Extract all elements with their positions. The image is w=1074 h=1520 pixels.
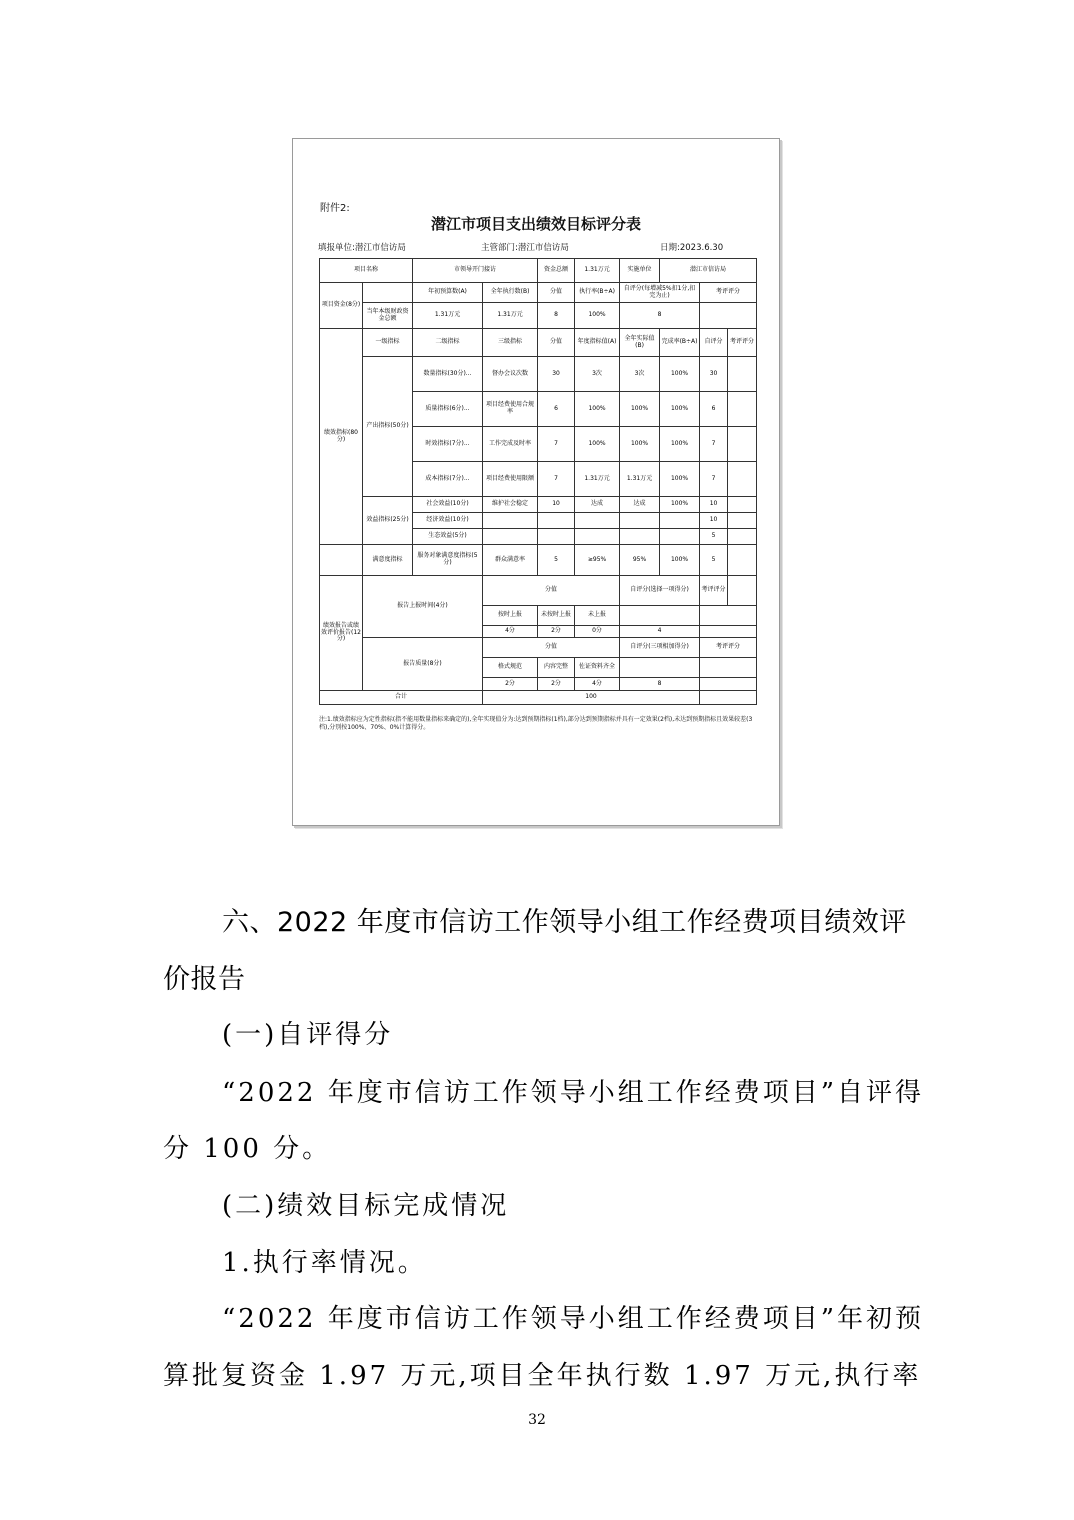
cell-value: 30 — [538, 357, 575, 392]
table-row — [320, 283, 757, 303]
cell-header: 考评评分 — [700, 638, 757, 658]
paragraph-cont: 分 100 分。 — [163, 1134, 332, 1164]
cell-empty — [728, 392, 757, 427]
cell-header: 执行率(B÷A) — [575, 283, 620, 303]
cell-value: 7 — [700, 462, 728, 497]
cell-label: 合计 — [320, 691, 483, 705]
cell-empty — [700, 303, 757, 329]
cell-value: 群众满意率 — [483, 545, 538, 576]
form-title: 潜江市项目支出绩效目标评分表 — [430, 215, 641, 233]
cell-value: 4 — [620, 626, 700, 638]
cell-value: 8 — [538, 303, 575, 329]
table-row — [320, 259, 757, 283]
table-row — [320, 357, 757, 392]
table-row — [320, 329, 757, 357]
cell-label: 资金总额 — [538, 259, 575, 283]
cell-header: 年度指标值(A) — [575, 329, 620, 357]
page-number: 32 — [528, 1412, 546, 1428]
cell-value: 100% — [575, 303, 620, 329]
cell-header: 自评分(每增减5%扣1分,扣完为止) — [620, 283, 700, 303]
cell-value: 10 — [538, 497, 575, 513]
cell-value: 格式规范 — [483, 658, 538, 678]
cell-empty — [538, 529, 575, 545]
cell-label: 效益指标(25分) — [363, 497, 413, 545]
cell-value: 8 — [620, 303, 700, 329]
cell-value: 达成 — [575, 497, 620, 513]
cell-value: 市领导开门接访 — [413, 259, 538, 283]
cell-value: 未上报 — [575, 606, 620, 626]
cell-label: 当年本级财政资金总额 — [363, 303, 413, 329]
cell-empty — [575, 529, 620, 545]
cell-value: 社会效益(10分) — [413, 497, 483, 513]
embedded-form-image — [292, 138, 780, 826]
cell-section: 绩效指标(80分) — [320, 329, 363, 545]
cell-section: 项目资金(8分) — [320, 283, 363, 329]
cell-header: 分值 — [538, 329, 575, 357]
cell-value: 内容完整 — [538, 658, 575, 678]
cell-value: 4分 — [483, 626, 538, 638]
cell-empty — [728, 545, 757, 576]
list-item: 1.执行率情况。 — [222, 1248, 427, 1278]
cell-empty — [363, 283, 413, 303]
cell-value: 5 — [700, 529, 728, 545]
cell-value: 未按时上报 — [538, 606, 575, 626]
cell-value: 100% — [660, 462, 700, 497]
cell-value: 1.31万元 — [413, 303, 483, 329]
cell-label: 报告上报时间(4分) — [363, 576, 483, 638]
cell-value: 5 — [700, 545, 728, 576]
cell-value: 6 — [538, 392, 575, 427]
cell-empty — [320, 545, 363, 576]
cell-empty — [538, 513, 575, 529]
form-date: 日期:2023.6.30 — [660, 243, 724, 253]
cell-value: 1.31万元 — [575, 462, 620, 497]
cell-value: 3次 — [575, 357, 620, 392]
cell-empty — [700, 658, 757, 678]
cell-value: 项目经费使用合规率 — [483, 392, 538, 427]
cell-value: 100% — [660, 497, 700, 513]
table-row — [320, 545, 757, 576]
cell-empty — [700, 691, 757, 705]
form-filing-unit: 填报单位:潜江市信访局 — [318, 243, 406, 253]
cell-value: 30 — [700, 357, 728, 392]
section-heading: 六、2022 年度市信访工作领导小组工作经费项目绩效评 — [222, 907, 907, 938]
cell-value: 100% — [660, 392, 700, 427]
cell-value: 100% — [620, 427, 660, 462]
cell-header: 自评分(选择一项得分) — [620, 576, 700, 606]
cell-header: 考评评分 — [728, 329, 757, 357]
table-row — [320, 691, 757, 705]
cell-value: 5 — [538, 545, 575, 576]
cell-value: ≥95% — [575, 545, 620, 576]
table-row — [320, 638, 757, 658]
cell-value: 7 — [538, 462, 575, 497]
cell-value: 100% — [660, 427, 700, 462]
cell-value: 时效指标(7分)... — [413, 427, 483, 462]
subheading-self-score: (一)自评得分 — [222, 1020, 394, 1050]
cell-header: 全年实际值(B) — [620, 329, 660, 357]
cell-value: 1.31万元 — [575, 259, 620, 283]
cell-value: 服务对象满意度指标(5分) — [413, 545, 483, 576]
cell-empty — [728, 497, 757, 513]
cell-header: 分值 — [483, 576, 620, 606]
cell-value: 项目经费使用限额 — [483, 462, 538, 497]
cell-empty — [728, 576, 757, 606]
table-row — [320, 497, 757, 513]
cell-label: 满意度指标 — [363, 545, 413, 576]
cell-empty — [483, 513, 538, 529]
cell-value: 6 — [700, 392, 728, 427]
cell-empty — [728, 513, 757, 529]
cell-value: 4分 — [575, 678, 620, 691]
cell-value: 100% — [575, 392, 620, 427]
cell-empty — [620, 513, 660, 529]
cell-header: 年初预算数(A) — [413, 283, 483, 303]
cell-value: 100 — [483, 691, 700, 705]
cell-header: 一级指标 — [363, 329, 413, 357]
paragraph: “2022 年度市信访工作领导小组工作经费项目”自评得 — [222, 1078, 925, 1108]
cell-section: 绩效报告或绩效评价报告(12分) — [320, 576, 363, 691]
cell-value: 数量指标(30分)... — [413, 357, 483, 392]
paragraph-cont: 算批复资金 1.97 万元,项目全年执行数 1.97 万元,执行率 — [163, 1361, 922, 1391]
cell-label: 报告质量(8分) — [363, 638, 483, 691]
cell-header: 二级指标 — [413, 329, 483, 357]
table-row — [320, 303, 757, 329]
cell-empty — [728, 427, 757, 462]
cell-empty — [660, 513, 700, 529]
cell-value: 100% — [660, 545, 700, 576]
cell-value: 2分 — [483, 678, 538, 691]
cell-value: 3次 — [620, 357, 660, 392]
cell-empty — [728, 462, 757, 497]
cell-empty — [620, 606, 700, 626]
cell-value: 7 — [700, 427, 728, 462]
cell-header: 分值 — [538, 283, 575, 303]
cell-empty — [620, 658, 700, 678]
cell-value: 100% — [575, 427, 620, 462]
cell-value: 0分 — [575, 626, 620, 638]
cell-value: 达成 — [620, 497, 660, 513]
cell-value: 7 — [538, 427, 575, 462]
cell-value: 100% — [660, 357, 700, 392]
cell-empty — [620, 529, 660, 545]
cell-header: 全年执行数(B) — [483, 283, 538, 303]
cell-header: 自评分(三项相加得分) — [620, 638, 700, 658]
cell-header: 完成率(B÷A) — [660, 329, 700, 357]
cell-label: 项目名称 — [320, 259, 413, 283]
cell-empty — [728, 529, 757, 545]
subheading-goal-completion: (二)绩效目标完成情况 — [222, 1191, 510, 1221]
paragraph: “2022 年度市信访工作领导小组工作经费项目”年初预 — [222, 1304, 925, 1334]
cell-value: 生态效益(5分) — [413, 529, 483, 545]
cell-value: 95% — [620, 545, 660, 576]
cell-header: 自评分 — [700, 329, 728, 357]
cell-empty — [700, 678, 757, 691]
cell-empty — [728, 357, 757, 392]
form-competent-dept: 主管部门:潜江市信访局 — [481, 243, 569, 253]
cell-label: 实施单位 — [620, 259, 660, 283]
score-table — [319, 258, 757, 705]
cell-value: 佐证资料齐全 — [575, 658, 620, 678]
section-heading-cont: 价报告 — [163, 964, 246, 995]
table-row — [320, 576, 757, 606]
cell-header: 考评评分 — [700, 283, 757, 303]
cell-label: 产出指标(50分) — [363, 357, 413, 497]
cell-empty — [483, 529, 538, 545]
cell-value: 督办会议次数 — [483, 357, 538, 392]
cell-header: 三级指标 — [483, 329, 538, 357]
cell-value: 质量指标(6分)... — [413, 392, 483, 427]
cell-value: 成本指标(7分)... — [413, 462, 483, 497]
cell-value: 1.31万元 — [620, 462, 660, 497]
cell-value: 2分 — [538, 678, 575, 691]
cell-value: 10 — [700, 497, 728, 513]
cell-value: 2分 — [538, 626, 575, 638]
cell-empty — [700, 626, 757, 638]
cell-empty — [660, 529, 700, 545]
cell-empty — [575, 513, 620, 529]
cell-value: 维护社会稳定 — [483, 497, 538, 513]
cell-value: 工作完成及时率 — [483, 427, 538, 462]
cell-value: 经济效益(10分) — [413, 513, 483, 529]
cell-value: 10 — [700, 513, 728, 529]
form-attachment-label: 附件2: — [320, 203, 350, 214]
cell-empty — [700, 606, 757, 626]
cell-value: 100% — [620, 392, 660, 427]
cell-value: 1.31万元 — [483, 303, 538, 329]
cell-value: 8 — [620, 678, 700, 691]
cell-header: 分值 — [483, 638, 620, 658]
cell-value: 潜江市信访局 — [660, 259, 757, 283]
cell-value: 按时上报 — [483, 606, 538, 626]
form-note: 注:1.绩效指标应为定性指标(指不能用数量指标来确定的),全年实现值分为:达到预期指标(1档),部分达到预期指标并具有一定效果(2档),未达到预期指标且效果较差(3档),分别按100%、70%、0%计算得分。 — [319, 716, 753, 732]
cell-header: 考评评分 — [700, 576, 728, 606]
